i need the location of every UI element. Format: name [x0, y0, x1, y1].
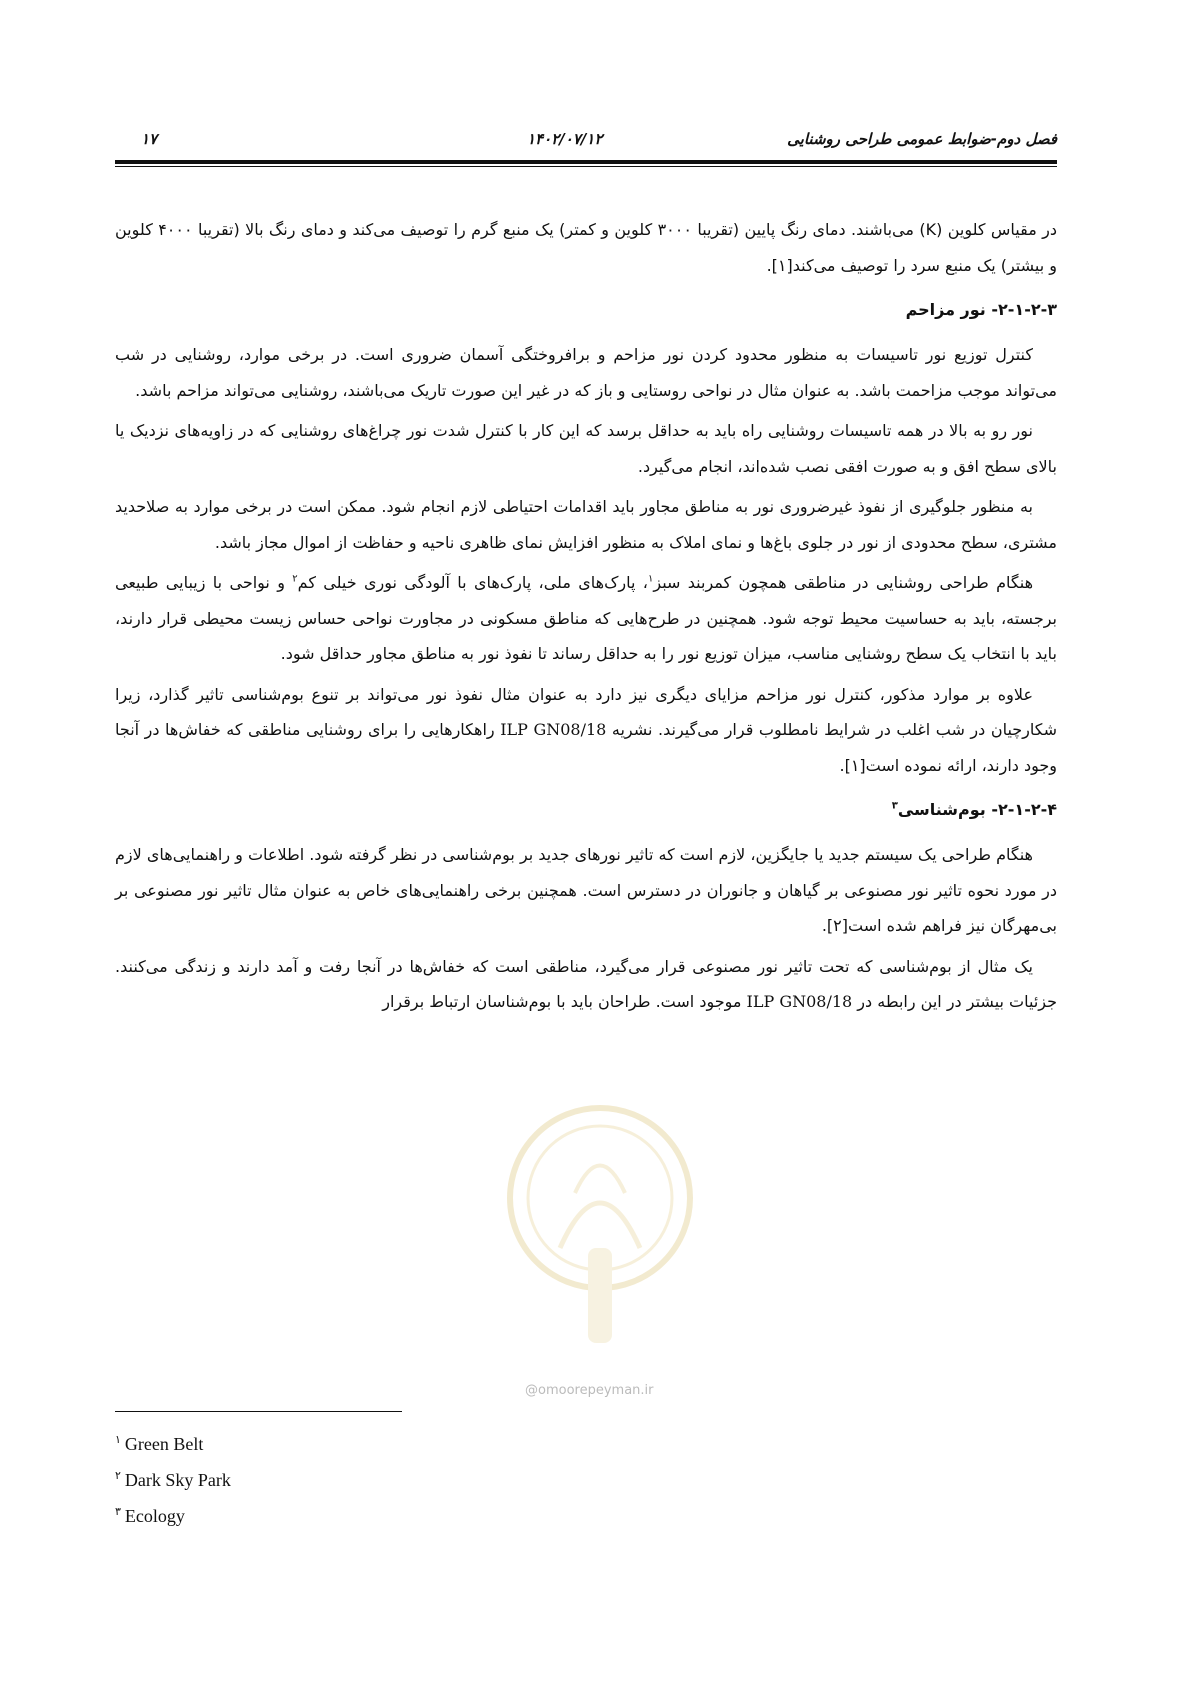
watermark-url: @omoorepeyman.ir: [525, 1383, 654, 1398]
paragraph-ecology-impact: هنگام طراحی یک سیستم جدید یا جایگزین، لازم است که تاثیر نورهای جدید بر بوم‌شناسی در نظر گرفته شود. اطلاعات و راهنمایی‌های لازم در مورد نحوه تاثیر نور مصنوعی بر گیاهان و جانوران در دسترس است. همچنین برخی راهنمایی‌های خاص به عنوان مثال تاثیر نور مصنوعی بر بی‌مهرگان نیز فراهم شده است[۲].: [115, 845, 1057, 935]
paragraph-bats-example: یک مثال از بوم‌شناسی که تحت تاثیر نور مصنوعی قرار می‌گیرد، مناطقی است که خفاش‌ها در آنجا رفت و آمد دارند و زندگی می‌کنند. جزئیات بیشتر در این رابطه در ILP GN08/18 موجود است. طراحان باید با بوم‌شناسان ارتباط برقرار: [115, 956, 1057, 1011]
publication-code: ILP GN08/18: [500, 720, 607, 739]
paragraph-biodiversity: علاوه بر موارد مذکور، کنترل نور مزاحم مزایای دیگری نیز دارد به عنوان مثال نفوذ نور می‌تواند بر تنوع بوم‌شناسی تاثیر گذارد، زیرا شکارچیان در شب اغلب در شرایط نامطلوب قرار می‌گیرند. نشریه ILP GN08/18 راهکارهایی را برای روشنایی مناطقی که خفاش‌ها در آنجا وجود دارند، ارائه نموده است[۱].: [115, 684, 1058, 775]
header-date: ۱۴۰۲/۰۷/۱۲: [527, 130, 603, 148]
publication-code: ILP GN08/18: [746, 992, 853, 1011]
footnote-item: $^۱$ Green Belt: [115, 1434, 204, 1454]
paragraph-upward-light: نور رو به بالا در همه تاسیسات روشنایی راه باید به حداقل برسد که این کار با کنترل شدت نور چراغ‌های روشنایی که در زاویه‌های نزدیک یا بالای سطح افق و به صورت افقی نصب شده‌اند، انجام می‌گیرد.: [115, 421, 1057, 476]
section-heading-obtrusive-light: ۲-۱-۲-۳- نور مزاحم: [905, 300, 1057, 319]
footnote-ref-1: ۱: [647, 573, 654, 585]
header-rule-thick: [115, 160, 1057, 164]
paragraph-color-temperature: در مقیاس کلوین (K) می‌باشند. دمای رنگ پایین (تقریبا ۳۰۰۰ کلوین و کمتر) یک منبع گرم را توصیف می‌کند و دمای رنگ بالا (تقریبا ۴۰۰۰ کلوین و بیشتر) یک منبع سرد را توصیف می‌کند[۱].: [115, 220, 1058, 275]
footnote-item: $^۲$ Dark Sky Park: [115, 1470, 231, 1490]
footnote-rule: [115, 1411, 402, 1412]
chapter-title: فصل دوم-ضوابط عمومی طراحی روشنایی: [787, 130, 1057, 148]
page-number: ۱۷: [141, 130, 158, 148]
footnote-ref-2: ۲: [292, 573, 298, 585]
footnote-item: $^۳$ Ecology: [115, 1506, 185, 1526]
section-heading-ecology: ۲-۱-۲-۴- بوم‌شناسی$^۳$: [891, 800, 1057, 819]
footnote-ref-3: ۳: [891, 800, 898, 812]
header-rule-thin: [115, 166, 1057, 167]
seal-logo-icon: [500, 1098, 700, 1358]
page-header: [115, 124, 1057, 156]
paragraph-light-spill: به منظور جلوگیری از نفوذ غیرضروری نور به مناطق مجاور باید اقدامات احتیاطی لازم انجام شود. ممکن است در برخی موارد به صلاحدید مشتری، سطح محدودی از نور در جلوی باغ‌ها و نمای املاک به منظور افزایش نمای ظاهری ناحیه و حفاظت از اموال مجاز باشد.: [115, 497, 1057, 552]
paragraph-light-distribution: کنترل توزیع نور تاسیسات به منظور محدود کردن نور مزاحم و برافروختگی آسمان ضروری است. در برخی موارد، روشنایی در شب می‌تواند موجب مزاحمت باشد. به عنوان مثال در نواحی روستایی و باز که در غیر این صورت تاریک می‌باشند، روشنایی می‌تواند مزاحم باشد.: [115, 345, 1057, 400]
paragraph-sensitive-areas: هنگام طراحی روشنایی در مناطقی همچون کمربند سبز$^۱$، پارک‌های ملی، پارک‌های با آلودگی نوری خیلی کم$^۲$ و نواحی با زیبایی طبیعی برجسته، باید به حساسیت محیط توجه شود. همچنین در طرح‌هایی که مناطق مسکونی در مجاورت نواحی حساس زیست محیطی قرار دارند، باید با انتخاب یک سطح روشنایی مناسب، میزان توزیع نور را به حداقل رساند تا نفوذ نور به مناطق مجاور حداقل شود.: [115, 573, 1057, 663]
page-body: [115, 212, 1057, 1025]
footnotes: [115, 1426, 231, 1534]
